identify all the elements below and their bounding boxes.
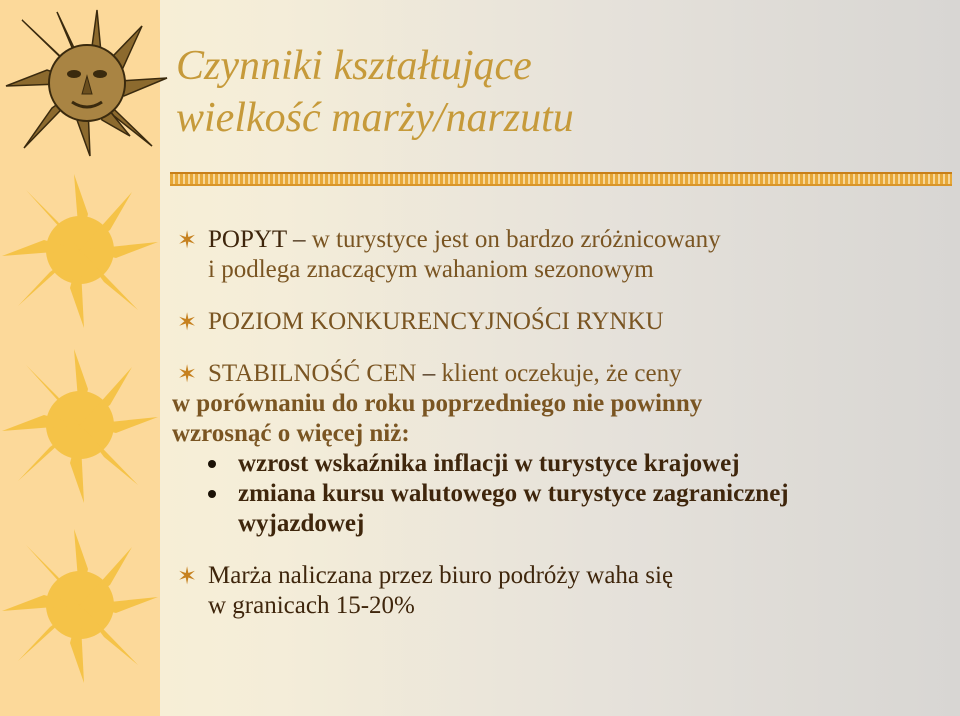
item-lead: STABILNOŚĆ CEN xyxy=(208,360,417,387)
star-bullet-icon: ✶ xyxy=(176,228,198,254)
slide-title xyxy=(176,40,936,144)
title-line-2: wielkość marży/narzutu xyxy=(176,95,574,141)
list-item-popyt xyxy=(172,225,952,285)
star-bullet-icon: ✶ xyxy=(176,564,198,590)
sub-item: wzrost wskaźnika inflacji w turystyce krajowej xyxy=(172,449,952,479)
bullet-list xyxy=(172,225,952,621)
item-dash: – xyxy=(286,226,312,253)
title-line-1: Czynniki kształtujące xyxy=(176,43,532,89)
sun-icon xyxy=(0,170,160,330)
item-text-line-2: w granicach 15-20% xyxy=(208,592,415,619)
star-bullet-icon: ✶ xyxy=(176,310,198,336)
sun-icon xyxy=(0,525,160,685)
list-item-marza xyxy=(172,561,952,621)
list-item-stabilnosc xyxy=(172,359,952,539)
sub-item-continuation: wyjazdowej xyxy=(238,510,365,537)
item-text: POZIOM KONKURENCYJNOŚCI RYNKU xyxy=(208,308,664,335)
item-text: w turystyce jest on bardzo zróżnicowany xyxy=(311,226,721,253)
item-text-line-2: i podlega znaczącym wahaniom sezonowym xyxy=(208,256,654,283)
star-bullet-icon: ✶ xyxy=(176,362,198,388)
sun-icon xyxy=(0,345,160,505)
dot-bullet-icon xyxy=(208,490,216,498)
item-text: Marża naliczana przez biuro podróży waha się xyxy=(208,562,674,589)
item-lead: POPYT xyxy=(208,226,287,253)
item-text: klient oczekuje, że ceny xyxy=(441,360,682,387)
sub-item: zmiana kursu walutowego w turystyce zagranicznej xyxy=(172,479,952,509)
list-item-konkurencja xyxy=(172,307,952,337)
title-divider xyxy=(170,172,952,186)
item-dash: – xyxy=(416,360,442,387)
dot-bullet-icon xyxy=(208,460,216,468)
sun-face-icon xyxy=(2,8,172,158)
item-text-line-3: wzrosnąć o więcej niż: xyxy=(172,420,410,447)
item-text-line-2: w porównaniu do roku poprzedniego nie powinny xyxy=(172,390,703,417)
